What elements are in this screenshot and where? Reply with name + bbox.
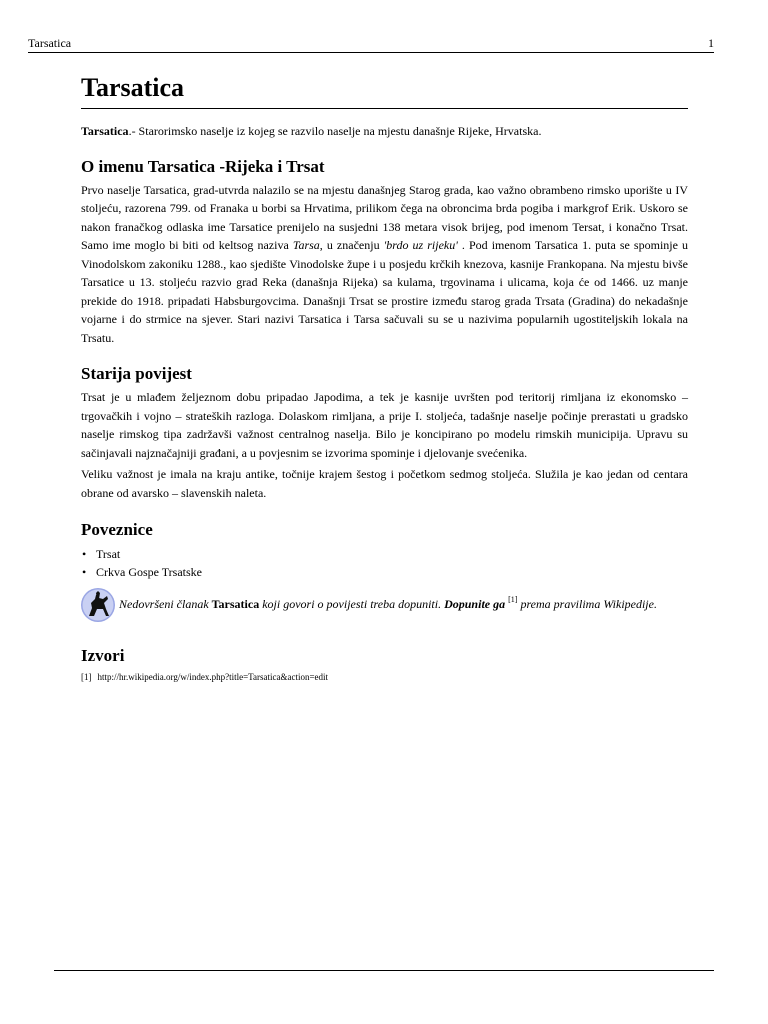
bullet: • <box>82 547 87 561</box>
stub-text-b: koji govori o povijesti treba dopuniti. <box>259 597 445 611</box>
lead-term: Tarsatica <box>81 124 129 138</box>
section2-paragraph-1: Trsat je u mlađem željeznom dobu pripadao Japodima, a tek je kasnije uvršten pod teritorij rimljana iz ekonomsko – trgovačkih i vojno – strateških razloga. Dolaskom rimljana, a prije I. stoljeća, tadašnje naselje počinje prerastati u gradsko naselje rimskog tipa zadržavši važnost centralnog naselja. Bilo je koncipirano po modelu rimskih municipija. Upravu su sačinjavali najznačajniji građani, a u povjesnim se izvorima spominje i djelovanje svećenika. <box>81 390 688 460</box>
stub-notice <box>81 589 688 633</box>
section2-paragraph-2: Veliku važnost je imala na kraju antike, točnije krajem šestog i početkom sedmog stoljeća. Služila je kao jedan od centara obrane od avarsko – slavenskih naleta. <box>81 467 688 500</box>
link-crkva-gospe-trsatske[interactable]: Crkva Gospe Trsatske <box>96 565 203 579</box>
reference-number: [1] <box>81 672 92 682</box>
links-list <box>81 545 688 581</box>
horseman-icon <box>80 587 116 623</box>
page-number: 1 <box>708 36 714 50</box>
section-heading-starija-povijest: Starija povijest <box>81 364 192 383</box>
section-heading-poveznice: Poveznice <box>81 520 153 539</box>
running-header-title: Tarsatica <box>28 36 72 50</box>
section1-text-c: . Pod imenom Tarsatica 1. puta se spominje u Vinodolskom zakoniku 1288., kao sjedište Vinodolske župe i u posjedu krčkih knezova, kasnije Frankopana. Na mjestu bivše Tarsatice u 13. stoljeću razvio grad Reka (današnja Rijeka) sa kulama, trgovinama i ulicama, koja će od 1466. uz manje prekide do 1918. pripadati Habsburgovcima. Današnji Trsat se prostire između starog grada Trsata (Gradina) do nekadašnje vojarne i do strmice na sjever. Stari nazivi Tarsatica i Tarsa sačuvali su se u nazivima popularnih ugostiteljskih lokala na Trsatu. <box>81 238 689 345</box>
lead-paragraph <box>81 122 688 141</box>
page-title: Tarsatica <box>81 72 688 109</box>
section1-paragraph <box>81 181 688 348</box>
stub-text-a: Nedovršeni članak <box>119 597 212 611</box>
section-heading-izvori: Izvori <box>81 646 125 665</box>
list-item <box>81 563 688 581</box>
running-header <box>28 36 714 53</box>
footer-rule <box>54 970 714 971</box>
stub-text <box>81 589 688 614</box>
stub-text-c: prema pravilima Wikipedije. <box>517 597 657 611</box>
section1-text-b: , u značenju <box>319 238 384 252</box>
section-heading-o-imenu: O imenu Tarsatica -Rijeka i Trsat <box>81 156 325 176</box>
link-trsat[interactable]: Trsat <box>96 547 121 561</box>
list-item <box>81 545 688 563</box>
lead-text: .- Starorimsko naselje iz kojeg se razvilo naselje na mjestu današnje Rijeke, Hrvatska. <box>128 124 542 138</box>
dopunite-link[interactable]: Dopunite ga <box>444 597 506 611</box>
stub-article-name: Tarsatica <box>211 597 260 611</box>
tarsa-term: Tarsa <box>292 238 320 252</box>
bullet: • <box>82 565 87 579</box>
reference-item <box>81 671 688 683</box>
brdo-term: 'brdo uz rijeku' <box>383 238 458 252</box>
article-content <box>81 72 688 683</box>
reference-marker[interactable]: [1] <box>508 595 518 604</box>
section1-text-a: Prvo naselje Tarsatica, grad-utvrda nalazilo se na mjestu današnjeg Starog grada, kao važno obrambeno rimsko uporište u IV stoljeću, razorena 799. od Franaka u borbi sa Hrvatima, prilikom čega na obroncima brda pogiba i markgrof Erik. Uskoro se nakon franačkog odlaska ime Tarsatice prenijelo na susjedni 138 metara visok brijeg, pod imenom Tersat, i konačno Trsat. Samo ime moglo bi biti od keltsog naziva <box>81 182 688 252</box>
reference-url[interactable]: http://hr.wikipedia.org/w/index.php?title=Tarsatica&action=edit <box>97 672 329 682</box>
